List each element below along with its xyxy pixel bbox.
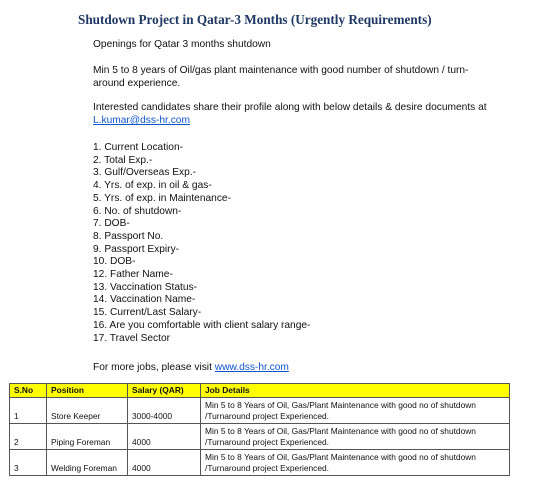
jobs-table: [9, 383, 510, 476]
cell-details: Min 5 to 8 Years of Oil, Gas/Plant Maintenance with good no of shutdown /Turnaround project Experienced.: [201, 424, 510, 450]
list-item: 1. Current Location-: [93, 142, 184, 153]
cell-details: Min 5 to 8 Years of Oil, Gas/Plant Maintenance with good no of shutdown /Turnaround project Experienced.: [201, 450, 510, 476]
cell-sno: 1: [10, 398, 47, 424]
list-item: 4. Yrs. of exp. in oil & gas-: [93, 180, 212, 192]
list-item: 5. Yrs. of exp. in Maintenance-: [93, 192, 231, 204]
cell-salary: 3000-4000: [128, 398, 201, 424]
list-item: 13. Vaccination Status-: [93, 281, 198, 293]
header-salary: Salary (QAR): [128, 384, 201, 398]
list-item: 9. Passport Expiry-: [93, 243, 180, 255]
experience-paragraph: Min 5 to 8 years of Oil/gas plant maintenance with good number of shutdown / turn-around experience.: [93, 65, 469, 89]
list-item: 8. Passport No.: [93, 230, 164, 242]
intro-paragraph: Openings for Qatar 3 months shutdown: [93, 39, 271, 50]
cell-position: Store Keeper: [47, 398, 128, 424]
more-jobs-text: For more jobs, please visit: [93, 362, 215, 373]
cell-position: Welding Foreman: [47, 450, 128, 476]
table-row: [10, 424, 510, 450]
table-row: [10, 450, 510, 476]
email-link[interactable]: L.kumar@dss-hr.com: [93, 115, 190, 126]
table-header-row: [10, 384, 510, 398]
list-item: 6. No. of shutdown-: [93, 205, 182, 217]
page-bottom-edge: [0, 484, 539, 491]
website-link[interactable]: www.dss-hr.com: [214, 362, 289, 373]
table-row: [10, 398, 510, 424]
cell-position: Piping Foreman: [47, 424, 128, 450]
header-job-details: Job Details: [201, 384, 510, 398]
list-item: 15. Current/Last Salary-: [93, 307, 202, 319]
more-jobs-line: [93, 361, 289, 374]
details-list: [93, 142, 310, 345]
header-position: Position: [47, 384, 128, 398]
document-title: Shutdown Project in Qatar-3 Months (Urgently Requirements): [78, 12, 432, 27]
apply-text: Interested candidates share their profile along with below details & desire documents at: [93, 102, 487, 113]
cell-salary: 4000: [128, 424, 201, 450]
list-item: 16. Are you comfortable with client salary range-: [93, 319, 311, 331]
list-item: 17. Travel Sector: [93, 332, 171, 344]
cell-sno: 3: [10, 450, 47, 476]
cell-sno: 2: [10, 424, 47, 450]
list-item: 10. DOB-: [93, 256, 136, 268]
cell-details: Min 5 to 8 Years of Oil, Gas/Plant Maintenance with good no of shutdown /Turnaround project Experienced.: [201, 398, 510, 424]
apply-paragraph: [93, 101, 493, 127]
list-item: 2. Total Exp.-: [93, 154, 153, 166]
list-item: 3. Gulf/Overseas Exp.-: [93, 167, 197, 179]
cell-salary: 4000: [128, 450, 201, 476]
list-item: 7. DOB-: [93, 218, 130, 230]
list-item: 12. Father Name-: [93, 269, 173, 281]
header-sno: S.No: [10, 384, 47, 398]
list-item: 14. Vaccination Name-: [93, 294, 196, 306]
